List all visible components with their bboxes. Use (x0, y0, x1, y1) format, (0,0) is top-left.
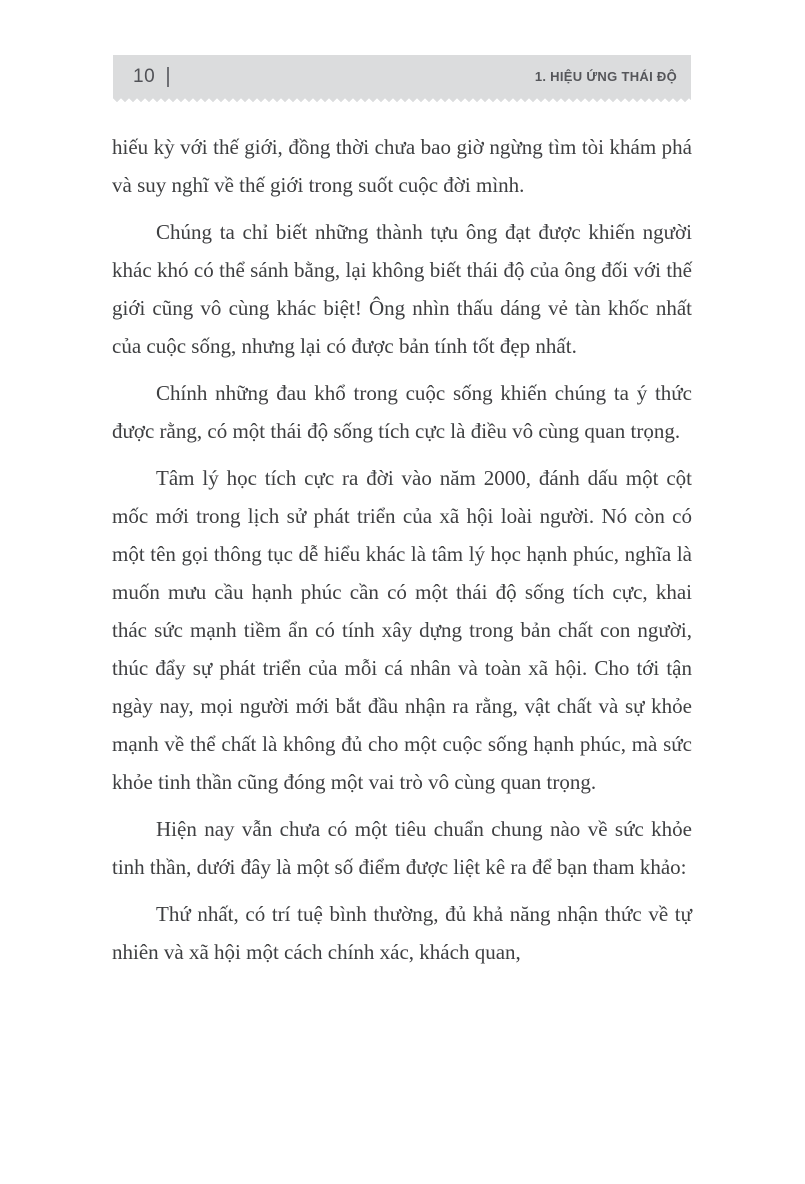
page-body (112, 128, 692, 980)
paragraph: Thứ nhất, có trí tuệ bình thường, đủ khả năng nhận thức về tự nhiên và xã hội một cách chính xác, khách quan, (112, 902, 692, 964)
paragraph: hiếu kỳ với thế giới, đồng thời chưa bao giờ ngừng tìm tòi khám phá và suy nghĩ về thế giới trong suốt cuộc đời mình. (112, 135, 692, 197)
page-number: 10 (133, 65, 156, 87)
paragraph: Tâm lý học tích cực ra đời vào năm 2000, đánh dấu một cột mốc mới trong lịch sử phát triển của xã hội loài người. Nó còn có một tên gọi thông tục dễ hiểu khác là tâm lý học hạnh phúc, nghĩa là muốn mưu cầu hạnh phúc cần có một thái độ sống tích cực, khai thác sức mạnh tiềm ẩn có tính xây dựng trong bản chất con người, thúc đẩy sự phát triển của mỗi cá nhân và toàn xã hội. Cho tới tận ngày nay, mọi người mới bắt đầu nhận ra rằng, vật chất và sự khỏe mạnh về thể chất là không đủ cho một cuộc sống hạnh phúc, mà sức khỏe tinh thần cũng đóng một vai trò vô cùng quan trọng. (112, 466, 692, 794)
paragraph: Chính những đau khổ trong cuộc sống khiến chúng ta ý thức được rằng, có một thái độ sống tích cực là điều vô cùng quan trọng. (112, 381, 692, 443)
chapter-title: 1. HIỆU ỨNG THÁI ĐỘ (534, 69, 677, 84)
paragraph: Chúng ta chỉ biết những thành tựu ông đạt được khiến người khác khó có thể sánh bằng, lại không biết thái độ của ông đối với thế giới cũng vô cùng khác biệt! Ông nhìn thấu dáng vẻ tàn khốc nhất của cuộc sống, nhưng lại có được bản tính tốt đẹp nhất. (112, 220, 692, 358)
page-number-group (133, 66, 169, 88)
paragraph: Hiện nay vẫn chưa có một tiêu chuẩn chung nào về sức khỏe tinh thần, dưới đây là một số điểm được liệt kê ra để bạn tham khảo: (112, 817, 692, 879)
page-number-divider (167, 67, 169, 87)
page-header (113, 55, 691, 98)
